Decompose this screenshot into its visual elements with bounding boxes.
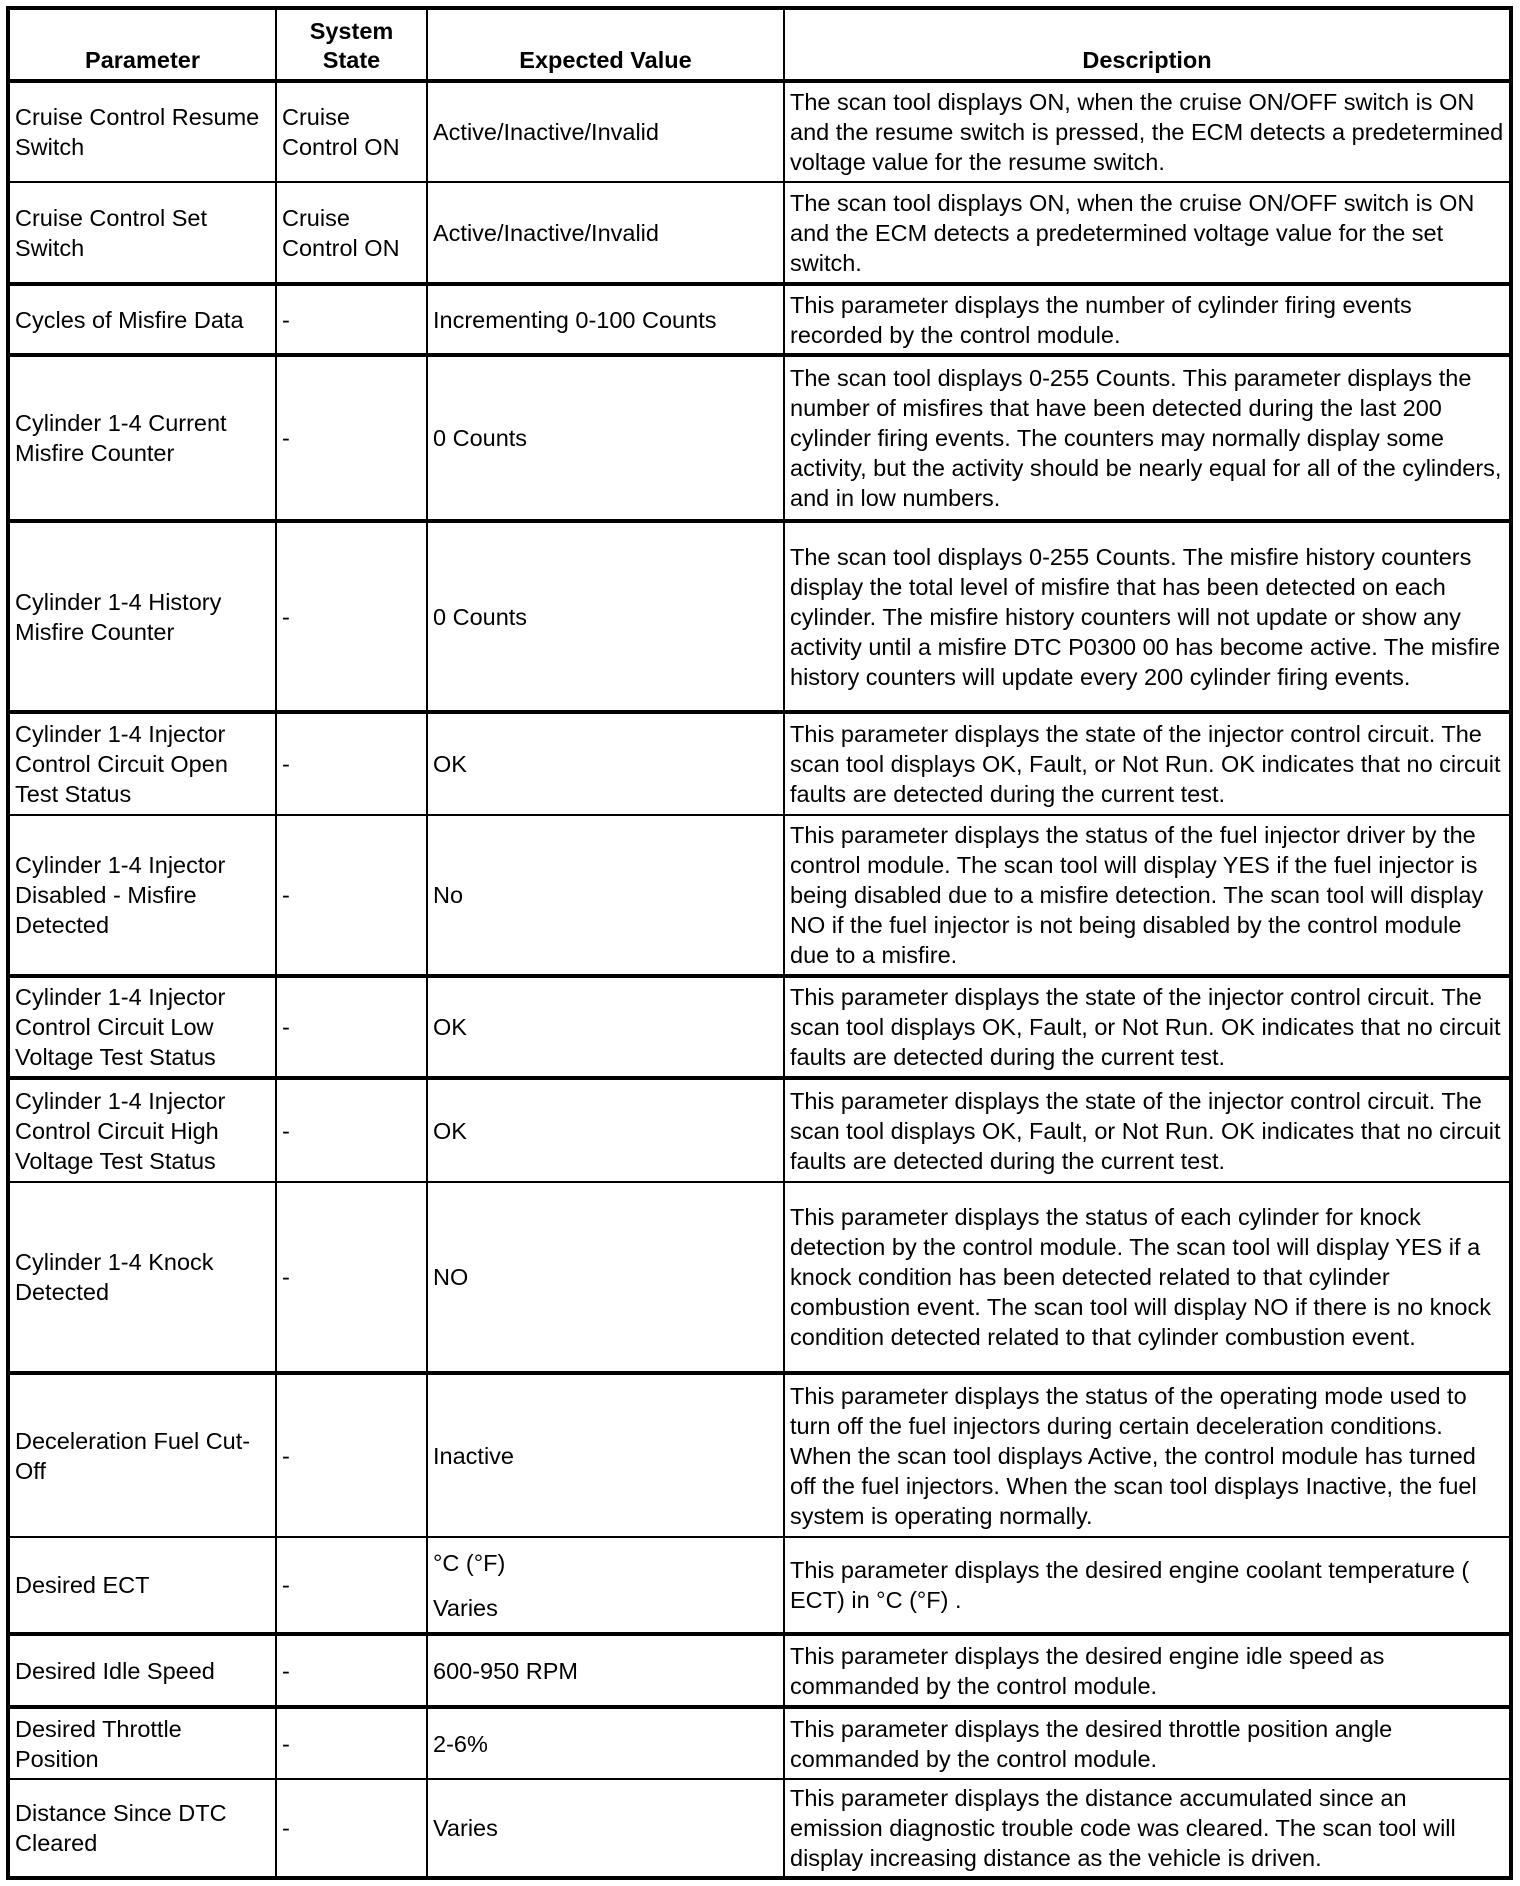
cell-description: The scan tool displays 0-255 Counts. The misfire history counters display the total level of misfire that has been detected on each cylinder. The misfire history counters will not update or show any activity until a misfire DTC P0300 00 has become active. The misfire history counters will update every 200 cylinder firing events. (784, 521, 1511, 712)
cell-parameter: Cylinder 1-4 Knock Detected (8, 1182, 276, 1373)
cell-system-state: - (276, 1634, 427, 1707)
cell-expected-value: Active/Inactive/Invalid (427, 182, 784, 284)
cell-expected-value: 0 Counts (427, 521, 784, 712)
cell-description: This parameter displays the state of the injector control circuit. The scan tool displays OK, Fault, or Not Run. OK indicates that no circuit faults are detected during the current test. (784, 712, 1511, 815)
cell-expected-value: No (427, 815, 784, 976)
cell-system-state: - (276, 355, 427, 521)
table-row (8, 81, 1511, 182)
cell-system-state: - (276, 1707, 427, 1779)
cell-parameter: Desired Throttle Position (8, 1707, 276, 1779)
cell-description: This parameter displays the desired engine coolant temperature ( ECT) in °C (°F) . (784, 1537, 1511, 1634)
cell-expected-value: Varies (427, 1779, 784, 1878)
cell-description: This parameter displays the desired engine idle speed as commanded by the control module. (784, 1634, 1511, 1707)
cell-parameter: Distance Since DTC Cleared (8, 1779, 276, 1878)
cell-system-state: - (276, 284, 427, 355)
header-system-state: System State (276, 8, 427, 81)
cell-system-state: - (276, 1779, 427, 1878)
cell-parameter: Desired ECT (8, 1537, 276, 1634)
header-parameter: Parameter (8, 8, 276, 81)
header-row (8, 8, 1511, 81)
cell-system-state: - (276, 521, 427, 712)
table-row (8, 355, 1511, 521)
table-row (8, 1078, 1511, 1182)
expected-value-unit: °C (°F) (433, 1549, 506, 1576)
cell-expected-value (427, 1537, 784, 1634)
cell-parameter: Cylinder 1-4 Injector Control Circuit Open Test Status (8, 712, 276, 815)
table-row (8, 712, 1511, 815)
cell-description: This parameter displays the status of each cylinder for knock detection by the control module. The scan tool will display YES if a knock condition has been detected related to that cylinder combustion event. The scan tool will display NO if there is no knock condition detected related to that cylinder combustion event. (784, 1182, 1511, 1373)
table-row (8, 1707, 1511, 1779)
cell-system-state: Cruise Control ON (276, 81, 427, 182)
table-row (8, 521, 1511, 712)
cell-expected-value: OK (427, 1078, 784, 1182)
table-row (8, 815, 1511, 976)
cell-description: This parameter displays the status of the operating mode used to turn off the fuel injectors during certain deceleration conditions. When the scan tool displays Active, the control module has turned off the fuel injectors. When the scan tool displays Inactive, the fuel system is operating normally. (784, 1373, 1511, 1537)
cell-parameter: Cycles of Misfire Data (8, 284, 276, 355)
cell-expected-value: Incrementing 0-100 Counts (427, 284, 784, 355)
cell-parameter: Cylinder 1-4 Current Misfire Counter (8, 355, 276, 521)
cell-description: This parameter displays the distance accumulated since an emission diagnostic trouble code was cleared. The scan tool will display increasing distance as the vehicle is driven. (784, 1779, 1511, 1878)
cell-system-state: - (276, 1373, 427, 1537)
cell-description: This parameter displays the state of the injector control circuit. The scan tool displays OK, Fault, or Not Run. OK indicates that no circuit faults are detected during the current test. (784, 1078, 1511, 1182)
table-row (8, 1373, 1511, 1537)
cell-description: This parameter displays the state of the injector control circuit. The scan tool displays OK, Fault, or Not Run. OK indicates that no circuit faults are detected during the current test. (784, 976, 1511, 1078)
cell-system-state: - (276, 976, 427, 1078)
table-row (8, 1182, 1511, 1373)
cell-parameter: Cruise Control Resume Switch (8, 81, 276, 182)
cell-expected-value: 0 Counts (427, 355, 784, 521)
cell-description: This parameter displays the number of cylinder firing events recorded by the control module. (784, 284, 1511, 355)
cell-description: The scan tool displays 0-255 Counts. This parameter displays the number of misfires that have been detected during the last 200 cylinder firing events. The counters may normally display some activity, but the activity should be nearly equal for all of the cylinders, and in low numbers. (784, 355, 1511, 521)
cell-expected-value: OK (427, 712, 784, 815)
cell-description: The scan tool displays ON, when the cruise ON/OFF switch is ON and the ECM detects a predetermined voltage value for the set switch. (784, 182, 1511, 284)
cell-parameter: Deceleration Fuel Cut-Off (8, 1373, 276, 1537)
table-row (8, 182, 1511, 284)
cell-parameter: Cylinder 1-4 Injector Control Circuit High Voltage Test Status (8, 1078, 276, 1182)
table-row (8, 1537, 1511, 1634)
cell-expected-value: Active/Inactive/Invalid (427, 81, 784, 182)
cell-expected-value: Inactive (427, 1373, 784, 1537)
table-row (8, 976, 1511, 1078)
cell-system-state: - (276, 1078, 427, 1182)
table-row (8, 284, 1511, 355)
cell-parameter: Desired Idle Speed (8, 1634, 276, 1707)
header-expected-value: Expected Value (427, 8, 784, 81)
spacer (433, 1578, 778, 1593)
cell-expected-value: OK (427, 976, 784, 1078)
cell-parameter: Cylinder 1-4 History Misfire Counter (8, 521, 276, 712)
cell-system-state: - (276, 815, 427, 976)
cell-description: The scan tool displays ON, when the cruise ON/OFF switch is ON and the resume switch is pressed, the ECM detects a predetermined voltage value for the resume switch. (784, 81, 1511, 182)
parameter-table (6, 6, 1513, 1880)
cell-description: This parameter displays the status of the fuel injector driver by the control module. The scan tool will display YES if the fuel injector is being disabled due to a misfire detection. The scan tool will display NO if the fuel injector is not being disabled by the control module due to a misfire. (784, 815, 1511, 976)
cell-expected-value: 2-6% (427, 1707, 784, 1779)
cell-expected-value: 600-950 RPM (427, 1634, 784, 1707)
cell-expected-value: NO (427, 1182, 784, 1373)
cell-parameter: Cylinder 1-4 Injector Disabled - Misfire Detected (8, 815, 276, 976)
table-row (8, 1779, 1511, 1878)
cell-parameter: Cruise Control Set Switch (8, 182, 276, 284)
expected-value-varies: Varies (433, 1594, 498, 1621)
cell-system-state: - (276, 712, 427, 815)
table-row (8, 1634, 1511, 1707)
header-description: Description (784, 8, 1511, 81)
cell-parameter: Cylinder 1-4 Injector Control Circuit Low Voltage Test Status (8, 976, 276, 1078)
cell-system-state: - (276, 1182, 427, 1373)
cell-description: This parameter displays the desired throttle position angle commanded by the control module. (784, 1707, 1511, 1779)
cell-system-state: - (276, 1537, 427, 1634)
cell-system-state: Cruise Control ON (276, 182, 427, 284)
